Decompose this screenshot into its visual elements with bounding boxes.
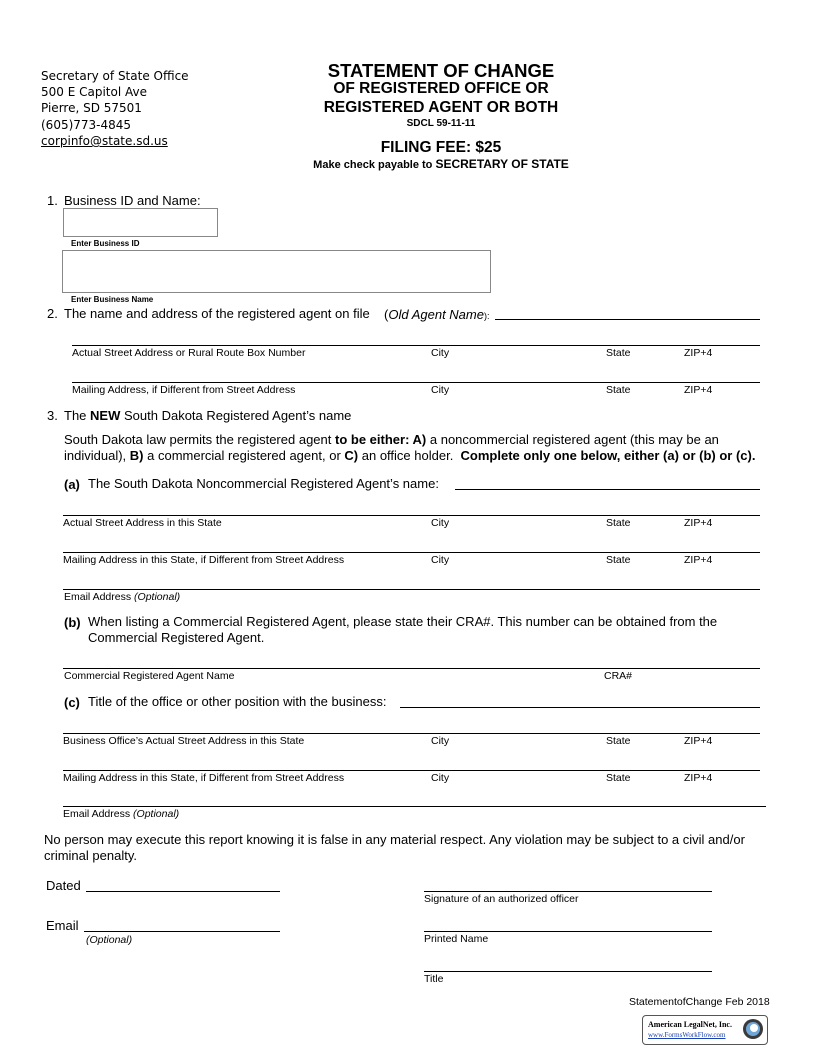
- office-title-field[interactable]: [400, 694, 760, 708]
- s3c-state-label: State: [606, 735, 631, 747]
- s3a-mailing-line[interactable]: [63, 552, 760, 553]
- s3b-text: When listing a Commercial Registered Agent, please state their CRA#. This number can be obtained from the Commercial Registered Agent.: [88, 614, 718, 645]
- footer-email-optional: (Optional): [86, 934, 133, 946]
- logo-brand-name: American LegalNet, Inc.: [648, 1020, 732, 1029]
- s3c-street-line[interactable]: [63, 733, 760, 734]
- s3c-zip-label: ZIP+4: [684, 735, 713, 747]
- form-title: STATEMENT OF CHANGE: [327, 60, 555, 81]
- footer-email-field[interactable]: [84, 918, 280, 932]
- s3a-street-line[interactable]: [63, 515, 760, 516]
- s1-number: 1.: [47, 193, 58, 208]
- payable-to: SECRETARY OF STATE: [435, 157, 569, 171]
- s3b-letter: (b): [64, 615, 81, 630]
- s2-zip-label: ZIP+4: [684, 347, 713, 359]
- s3b-line[interactable]: [63, 668, 760, 669]
- s2-mailing-zip-label: ZIP+4: [684, 384, 713, 396]
- s3c-street-label: Business Office’s Actual Street Address in this State: [63, 735, 305, 747]
- statute-ref: SDCL 59-11-11: [406, 118, 476, 129]
- payable-prefix: Make check payable to: [313, 159, 433, 171]
- title-field[interactable]: [424, 958, 712, 972]
- office-street: 500 E Capitol Ave: [41, 85, 147, 99]
- form-id: StatementofChange Feb 2018: [629, 996, 770, 1008]
- american-legalnet-logo: [642, 1015, 768, 1045]
- s3c-mailing-line[interactable]: [63, 770, 760, 771]
- s3-number: 3.: [47, 408, 58, 423]
- office-name: Secretary of State Office: [41, 69, 189, 83]
- s3a-state-label: State: [606, 517, 631, 529]
- logo-swirl-icon: [742, 1018, 764, 1040]
- business-id-caption: Enter Business ID: [71, 239, 140, 248]
- s3-instructions: South Dakota law permits the registered agent to be either: A) a noncommercial registered agent (this may be an individual), B) a commercial registered agent, or C) an office holder. Complete only one below, either (a) or (b) or (c).: [64, 432, 756, 463]
- s3a-label: The South Dakota Noncommercial Registered Agent’s name:: [88, 476, 439, 491]
- s2-city-label: City: [431, 347, 450, 359]
- s3-heading: The NEW South Dakota Registered Agent’s name: [64, 408, 352, 423]
- printed-name-label: Printed Name: [424, 933, 489, 945]
- s3c-email-line[interactable]: [63, 806, 766, 807]
- business-id-input[interactable]: [63, 208, 218, 237]
- s2-mailing-line[interactable]: [72, 382, 760, 383]
- old-agent-name-field[interactable]: [495, 306, 760, 320]
- s3a-mailing-state-label: State: [606, 554, 631, 566]
- s3a-mailing-city-label: City: [431, 554, 450, 566]
- disclaimer: No person may execute this report knowing it is false in any material respect. Any violation may be subject to a civil and/or criminal penalty.: [44, 832, 745, 863]
- signature-label: Signature of an authorized officer: [424, 893, 579, 905]
- s3a-city-label: City: [431, 517, 450, 529]
- office-email-link[interactable]: corpinfo@state.sd.us: [41, 134, 168, 148]
- logo-brand-url[interactable]: www.FormsWorkFlow.com: [648, 1031, 726, 1039]
- form-subtitle-2: REGISTERED AGENT OR BOTH: [323, 99, 559, 116]
- s2-mailing-state-label: State: [606, 384, 631, 396]
- s3c-letter: (c): [64, 695, 80, 710]
- office-city: Pierre, SD 57501: [41, 101, 142, 115]
- s3a-zip-label: ZIP+4: [684, 517, 713, 529]
- title-label: Title: [424, 973, 444, 985]
- s3a-street-label: Actual Street Address in this State: [63, 517, 222, 529]
- s3c-mailing-city-label: City: [431, 772, 450, 784]
- s1-label: Business ID and Name:: [64, 193, 201, 208]
- s3b-name-label: Commercial Registered Agent Name: [64, 670, 235, 682]
- s3a-email-line[interactable]: [63, 589, 760, 590]
- s2-number: 2.: [47, 306, 58, 321]
- s3b-cra-label: CRA#: [604, 670, 633, 682]
- s3c-email-label: Email Address (Optional): [63, 808, 180, 820]
- s3c-mailing-state-label: State: [606, 772, 631, 784]
- footer-email-label: Email: [46, 918, 79, 933]
- form-subtitle-1: OF REGISTERED OFFICE OR: [333, 80, 549, 97]
- s2-state-label: State: [606, 347, 631, 359]
- noncommercial-agent-name-field[interactable]: [455, 476, 760, 490]
- s2-street-line[interactable]: [72, 345, 760, 346]
- business-name-caption: Enter Business Name: [71, 295, 154, 304]
- office-phone: (605)773-4845: [41, 118, 132, 132]
- filing-fee: FILING FEE: $25: [380, 139, 502, 156]
- s2-mailing-city-label: City: [431, 384, 450, 396]
- dated-field[interactable]: [86, 878, 280, 892]
- printed-name-field[interactable]: [424, 918, 712, 932]
- s2-mailing-label: Mailing Address, if Different from Street Address: [72, 384, 296, 396]
- s3a-mailing-label: Mailing Address in this State, if Different from Street Address: [63, 554, 345, 566]
- payable-line: [250, 157, 632, 171]
- s2-label: The name and address of the registered agent on file: [64, 306, 370, 321]
- s3c-mailing-label: Mailing Address in this State, if Different from Street Address: [63, 772, 345, 784]
- signature-field[interactable]: [424, 878, 712, 892]
- s3a-letter: (a): [64, 477, 80, 492]
- dated-label: Dated: [46, 878, 81, 893]
- s3a-email-label: Email Address (Optional): [64, 591, 181, 603]
- business-name-input[interactable]: [62, 250, 491, 293]
- s3c-city-label: City: [431, 735, 450, 747]
- s2-street-label: Actual Street Address or Rural Route Box Number: [72, 347, 306, 359]
- s3c-label: Title of the office or other position with the business:: [88, 694, 387, 709]
- s3c-mailing-zip-label: ZIP+4: [684, 772, 713, 784]
- old-agent-label: (Old Agent Name):: [384, 307, 490, 322]
- s3a-mailing-zip-label: ZIP+4: [684, 554, 713, 566]
